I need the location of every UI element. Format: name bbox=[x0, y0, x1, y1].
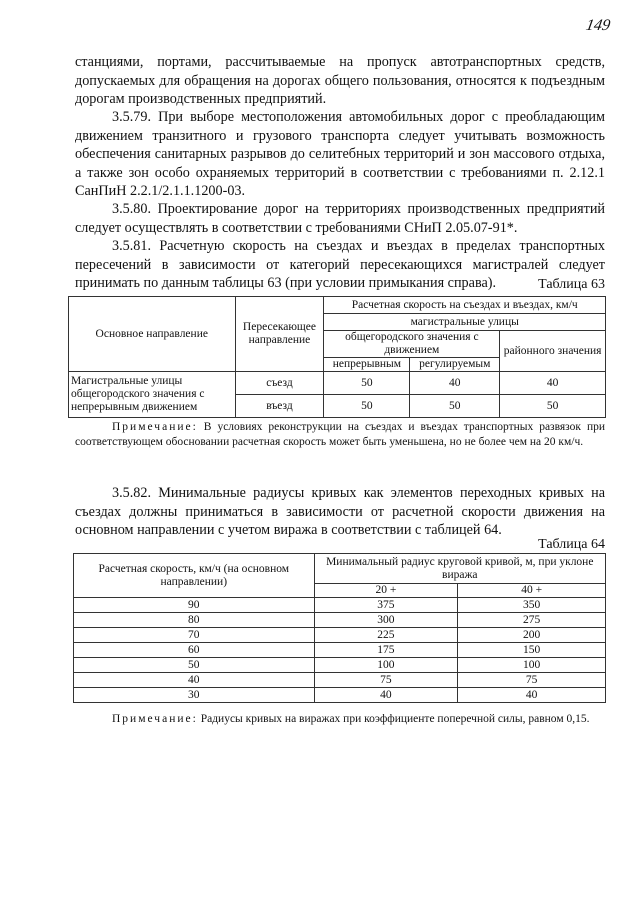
cell-type: въезд bbox=[235, 395, 324, 418]
cell-r20: 300 bbox=[314, 613, 458, 628]
cell-r20: 175 bbox=[314, 643, 458, 658]
cell-r40: 200 bbox=[458, 628, 606, 643]
cell-speed: 30 bbox=[74, 688, 315, 703]
cell-type: съезд bbox=[235, 372, 324, 395]
cell-r40: 40 bbox=[458, 688, 606, 703]
cell-speed: 90 bbox=[74, 598, 315, 613]
cell-r40: 150 bbox=[458, 643, 606, 658]
cell-value: 50 bbox=[500, 395, 606, 418]
cell-r20: 75 bbox=[314, 673, 458, 688]
table-row bbox=[69, 372, 606, 395]
table-63-caption: Таблица 63 bbox=[538, 277, 605, 292]
table-row bbox=[74, 658, 606, 673]
note-label: Примечание: bbox=[112, 421, 198, 433]
cell-value: 50 bbox=[324, 395, 410, 418]
header-speed: Расчетная скорость, км/ч (на основном направлении) bbox=[74, 554, 315, 598]
cell-value: 50 bbox=[410, 395, 500, 418]
cell-r20: 225 bbox=[314, 628, 458, 643]
table-row bbox=[74, 673, 606, 688]
header-district: районного значения bbox=[500, 331, 606, 372]
cell-r20: 100 bbox=[314, 658, 458, 673]
paragraph-3-5-82: 3.5.82. Минимальные радиусы кривых как элементов переходных кривых на съездах должны приниматься в зависимости от расчетной скорости движения на основном направлении с учетом виража в соответствии с таблицей 64. bbox=[75, 485, 605, 538]
note-label: Примечание: bbox=[112, 713, 198, 725]
header-continuous: непрерывным bbox=[324, 358, 410, 372]
table-row bbox=[74, 598, 606, 613]
header-city: общегородского значения с движением bbox=[324, 331, 500, 358]
cell-speed: 80 bbox=[74, 613, 315, 628]
cell-value: 50 bbox=[324, 372, 410, 395]
header-40: 40 + bbox=[458, 584, 606, 598]
table-64 bbox=[73, 553, 606, 703]
table-64-note bbox=[75, 712, 605, 727]
paragraph-3-5-81: 3.5.81. Расчетную скорость на съездах и въездах в пределах транспортных пересечений в зависимости от категорий пересекающихся магистралей следует принимать по данным таблицы 63 (при условии примыкания справа). bbox=[75, 238, 605, 291]
cell-speed: 40 bbox=[74, 673, 315, 688]
cell-speed: 60 bbox=[74, 643, 315, 658]
cell-r40: 100 bbox=[458, 658, 606, 673]
table-row bbox=[74, 643, 606, 658]
header-speed: Расчетная скорость на съездах и въездах, км/ч bbox=[324, 297, 606, 314]
table-row bbox=[74, 688, 606, 703]
cell-r40: 275 bbox=[458, 613, 606, 628]
header-20: 20 + bbox=[314, 584, 458, 598]
note-text: Радиусы кривых на виражах при коэффициенте поперечной силы, равном 0,15. bbox=[200, 713, 590, 725]
table-row bbox=[74, 628, 606, 643]
header-main-direction: Основное направление bbox=[69, 297, 236, 372]
header-regulated: регулируемым bbox=[410, 358, 500, 372]
note-text: В условиях реконструкции на съездах и въездах транспортных развязок при соответствующем обосновании расчетная скорость может быть уменьшена, но не более чем на 20 км/ч. bbox=[75, 421, 606, 448]
page-number: 149 bbox=[584, 17, 612, 34]
header-radius: Минимальный радиус круговой кривой, м, при уклоне виража bbox=[314, 554, 605, 584]
cell-value: 40 bbox=[410, 372, 500, 395]
header-crossing-direction: Пересекающее направление bbox=[235, 297, 324, 372]
table-row bbox=[74, 613, 606, 628]
paragraph-continuation: станциями, портами, рассчитываемые на пропуск автотранспортных средств, допускаемых для обращения на дорогах общего пользования, относятся к подъездным дорогам производственных предприятий. bbox=[75, 54, 605, 107]
cell-r20: 375 bbox=[314, 598, 458, 613]
cell-value: 40 bbox=[500, 372, 606, 395]
table-64-caption: Таблица 64 bbox=[538, 537, 605, 552]
table-63-note bbox=[75, 420, 605, 450]
table-63 bbox=[68, 296, 606, 418]
paragraph-3-5-79: 3.5.79. При выборе местоположения автомобильных дорог с преобладающим движением транзитного и грузового транспорта следует учитывать возможность обеспечения санитарных разрывов до селитебных территорий и зон массового отдыха, а также зон особо охраняемых территорий в соответствии с требованиями п. 2.12.1 СанПиН 2.2.1/2.1.1.1200-03. bbox=[75, 109, 605, 199]
cell-r40: 75 bbox=[458, 673, 606, 688]
cell-r40: 350 bbox=[458, 598, 606, 613]
header-arterial: магистральные улицы bbox=[324, 314, 606, 331]
paragraph-3-5-80: 3.5.80. Проектирование дорог на территориях производственных предприятий следует осуществлять в соответствии с требованиями СНиП 2.05.07-91*. bbox=[75, 201, 605, 236]
cell-speed: 50 bbox=[74, 658, 315, 673]
row-label: Магистральные улицы общегородского значения с непрерывным движением bbox=[69, 372, 236, 418]
cell-r20: 40 bbox=[314, 688, 458, 703]
cell-speed: 70 bbox=[74, 628, 315, 643]
